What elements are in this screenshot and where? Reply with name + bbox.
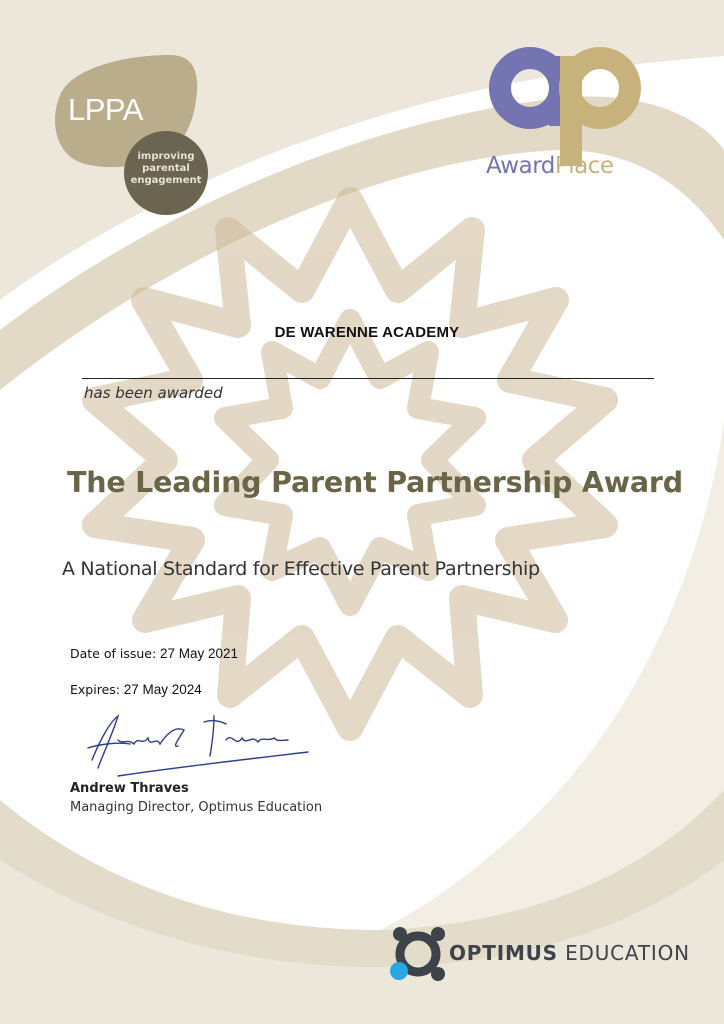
expires-value: 27 May 2024 xyxy=(123,682,202,697)
expiry-date xyxy=(70,682,202,697)
awardplace-word-place: Place xyxy=(554,153,614,179)
signatory-name: Andrew Thraves xyxy=(70,781,189,796)
signatory-role: Managing Director, Optimus Education xyxy=(70,800,323,815)
date-of-issue-label: Date of issue: xyxy=(70,646,157,661)
lppa-badge-line-1: improving xyxy=(137,151,195,162)
date-of-issue-value: 27 May 2021 xyxy=(159,646,239,661)
optimus-logo-text xyxy=(449,941,690,965)
optimus-word: OPTIMUS xyxy=(449,941,558,965)
award-subtitle: A National Standard for Effective Parent Partnership xyxy=(62,558,540,580)
lppa-logo-text: LPPA xyxy=(68,92,143,127)
awardplace-word-award: Award xyxy=(486,153,555,179)
has-been-awarded-text: has been awarded xyxy=(84,384,223,402)
lppa-badge-line-2: parental xyxy=(142,163,190,174)
lppa-badge-line-3: engagement xyxy=(130,175,202,186)
expires-label: Expires: xyxy=(70,682,120,697)
lppa-badge xyxy=(124,131,208,215)
signature-image xyxy=(88,716,308,776)
awardplace-logo-text xyxy=(486,153,614,179)
education-word: EDUCATION xyxy=(565,941,690,965)
award-title: The Leading Parent Partnership Award xyxy=(67,466,683,499)
school-name: DE WARENNE ACADEMY xyxy=(274,324,460,341)
date-of-issue xyxy=(70,646,238,661)
name-underline xyxy=(82,378,654,379)
